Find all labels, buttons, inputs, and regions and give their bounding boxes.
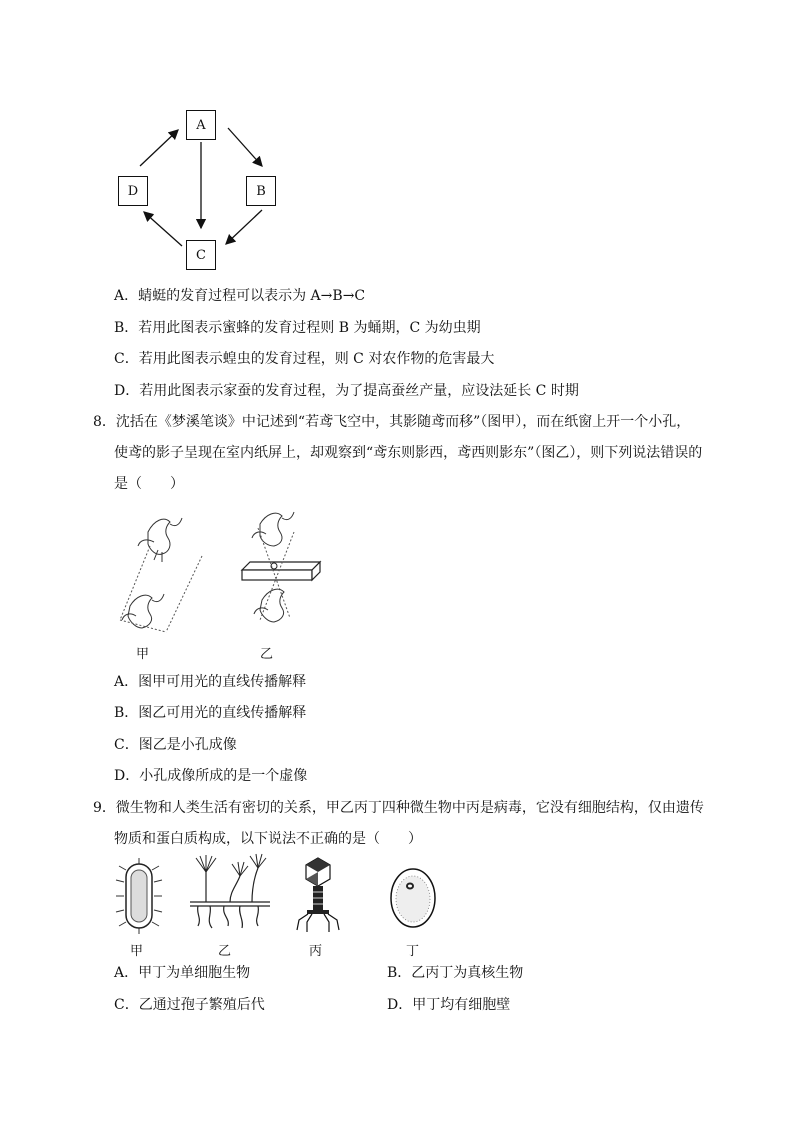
figure-jia [110,512,230,642]
arrow-a-to-b [228,128,262,166]
q9-option-a[interactable]: A．甲丁为单细胞生物 [114,965,251,981]
q7-option-a[interactable]: A．蜻蜓的发育过程可以表示为 A→B→C [114,288,366,304]
node-a: A [186,110,216,140]
q9-option-c[interactable]: C．乙通过孢子繁殖后代 [114,997,265,1013]
caption-ding-microbe: 丁 [406,944,420,959]
q8-stem-line1: 8．沈括在《梦溪笔谈》中记述到“若鸢飞空中，其影随鸢而移”（图甲），而在纸窗上开一个小孔， [93,414,691,430]
q8-option-c[interactable]: C．图乙是小孔成像 [114,737,237,753]
node-d: D [118,176,148,206]
diagram-arrows [0,0,794,300]
q7-option-d[interactable]: D．若用此图表示家蚕的发育过程，为了提高蚕丝产量，应设法延长 C 时期 [114,383,579,399]
virus-icon [293,854,343,934]
arrow-b-to-c [226,210,262,244]
caption-yi-microbe: 乙 [218,944,232,959]
pinhole-board [242,562,320,580]
parallel-rays [120,546,202,632]
arrow-c-to-d [144,212,182,246]
bacterium-icon [114,856,164,936]
q8-option-b[interactable]: B．图乙可用光的直线传播解释 [114,705,307,721]
q9-option-d[interactable]: D．甲丁均有细胞壁 [387,997,511,1013]
node-c: C [186,240,216,270]
figure-yi [236,508,336,638]
image-bird-icon [254,589,284,622]
q7-option-b[interactable]: B．若用此图表示蜜蜂的发育过程则 B 为蛹期，C 为幼虫期 [114,320,481,336]
node-b: B [246,176,276,206]
caption-jia-microbe: 甲 [130,944,144,959]
q8-option-a[interactable]: A．图甲可用光的直线传播解释 [114,674,307,690]
caption-jia: 甲 [136,647,150,662]
q8-stem-line2: 使鸢的影子呈现在室内纸屏上，却观察到“鸢东则影西，鸢西则影东”（图乙），则下列说法错误的 [114,445,703,461]
q9-stem-line1: 9．微生物和人类生活有密切的关系，甲乙丙丁四种微生物中丙是病毒，它没有细胞结构，仅由遗传 [93,800,704,816]
kite-bird-icon [138,518,182,562]
arrow-d-to-a [140,130,178,166]
caption-bing-microbe: 丙 [309,944,323,959]
mold-fungus-icon [188,852,273,932]
q8-option-d[interactable]: D．小孔成像所成的是一个虚像 [114,768,308,784]
q9-option-b[interactable]: B．乙丙丁为真核生物 [387,965,524,981]
yeast-cell-icon [388,864,438,934]
caption-yi: 乙 [260,647,274,662]
q9-stem-line2: 物质和蛋白质构成，以下说法不正确的是（ ） [114,831,422,847]
q8-stem-line3: 是（ ） [114,476,184,492]
q7-option-c[interactable]: C．若用此图表示蝗虫的发育过程，则 C 对农作物的危害最大 [114,351,495,367]
